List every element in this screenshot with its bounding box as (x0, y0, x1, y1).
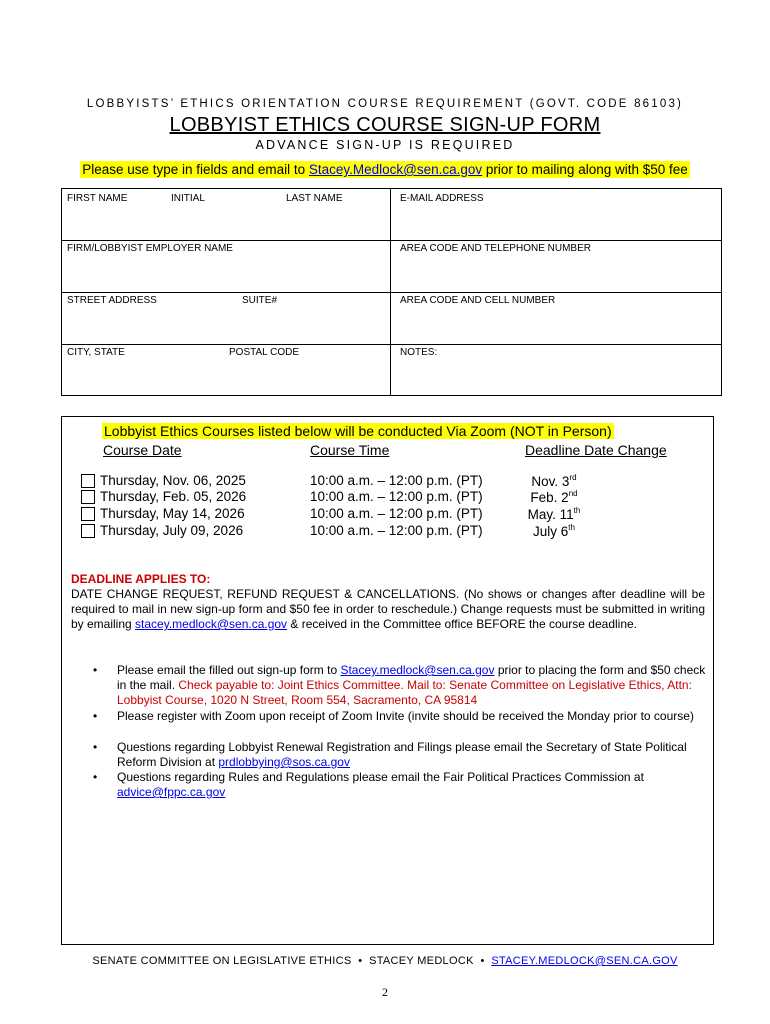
footer (0, 955, 770, 967)
course-time: 10:00 a.m. – 12:00 p.m. (PT) (310, 473, 483, 488)
city-state-field[interactable]: CITY, STATE (67, 347, 125, 358)
bullet-separator-icon: • (480, 955, 485, 967)
course-checkbox[interactable] (81, 524, 95, 538)
email-link[interactable]: prdlobbying@sos.ca.gov (218, 755, 350, 769)
first-name-field[interactable]: FIRST NAME (67, 193, 128, 204)
course-time: 10:00 a.m. – 12:00 p.m. (PT) (310, 506, 483, 521)
deadline-paragraph (71, 587, 705, 632)
form-divider (62, 240, 721, 241)
mailing-address: Check payable to: Joint Ethics Committee. Mail to: Senate Committee on Legislative Ethics, Attn: Lobbyist Course, 1020 N Street, Room 554, Sacramento, CA 95814 (117, 678, 692, 707)
instruction-line (0, 162, 770, 177)
bullet-separator-icon: • (358, 955, 363, 967)
contact-form (61, 188, 722, 396)
instruction-highlight (80, 161, 690, 178)
deadline-text: DATE CHANGE REQUEST, REFUND REQUEST & CANCELLATIONS. (No shows or changes after deadline will be required to mail in new sign-up form and $50 fee in order to reschedule.) Change requests must be submitted in writing by emailing (71, 587, 705, 631)
form-divider (62, 292, 721, 293)
form-title: LOBBYIST ETHICS COURSE SIGN-UP FORM (169, 114, 601, 136)
postal-code-field[interactable]: POSTAL CODE (229, 347, 300, 358)
notes-field[interactable]: NOTES: (400, 347, 438, 358)
bullet-icon: • (93, 663, 98, 677)
email-field[interactable]: E-MAIL ADDRESS (400, 193, 484, 204)
form-divider (62, 344, 721, 345)
course-time: 10:00 a.m. – 12:00 p.m. (PT) (310, 523, 483, 538)
course-date: Thursday, Nov. 06, 2025 (100, 473, 246, 488)
bullet-icon: • (93, 740, 98, 754)
telephone-field[interactable]: AREA CODE AND TELEPHONE NUMBER (400, 243, 591, 254)
col-header-course-date: Course Date (103, 442, 182, 458)
course-time: 10:00 a.m. – 12:00 p.m. (PT) (310, 489, 483, 504)
course-date: Thursday, July 09, 2026 (100, 523, 244, 538)
course-row (62, 489, 713, 506)
col-header-deadline: Deadline Date Change (525, 442, 667, 458)
street-address-field[interactable]: STREET ADDRESS (67, 295, 157, 306)
employer-field[interactable]: FIRM/LOBBYIST EMPLOYER NAME (67, 243, 233, 254)
course-deadline: May. 11th (527, 506, 581, 522)
course-deadline: July 6th (533, 523, 575, 539)
document-supertitle: LOBBYISTS’ ETHICS ORIENTATION COURSE REQUIREMENT (GOVT. CODE 86103) (86, 98, 684, 110)
course-row (62, 473, 713, 490)
zoom-notice: Lobbyist Ethics Courses listed below will be conducted Via Zoom (NOT in Person) (104, 423, 612, 439)
deadline-text-end: & received in the Committee office BEFORE the course deadline. (287, 617, 638, 631)
footer-name: STACEY MEDLOCK (369, 955, 474, 967)
col-header-course-time: Course Time (310, 442, 390, 458)
course-schedule-box: Lobbyist Ethics Courses listed below will be conducted Via Zoom (NOT in Person) Course Date Course Time Deadline Date Change Thursday, Nov. 06, 2025 10:00 a.m. – 12:00 p.m. (PT) Nov. 3rd Thursday, Feb. 05, 2026 10:00 a.m. – 12:00 p.m. (PT) Feb. 2nd Thursday, May 14, 2026 10:00 a.m. – 12:00 p.m. (PT) May. 11th Thursday, July 09, 2026 10:00 a.m. – 12:00 p.m. (PT) July 6th DEADLINE APPLIES TO: DATE CHANGE REQUEST, REFUND REQUEST & CANCELLATIONS. (No shows or changes after deadline will be required to mail in new sign-up form and $50 fee in order to reschedule.) Change requests must be submitted in writing by emailing stacey.medlock@sen.ca.gov & received in the Committee office BEFORE the course deadline. • Please email the filled out sign-up form to Stacey.medlock@sen.ca.gov prior to placing the form and $50 check in the mail. Check payable to: Joint Ethics Committee. Mail to: Senate Committee on Legislative Ethics, Attn: Lobbyist Course, 1020 N Street, Room 554, Sacramento, CA 95814 • Please register with Zoom upon receipt of Zoom Invite (invite should be received the Monday prior to course) • Questions regarding Lobbyist Renewal Registration and Filings please email the Secretary of State Political Reform Division at prdlobbying@sos.ca.gov • Questions regarding Rules and Regulations please email the Fair Political Practices Commission at advice@fppc.ca.gov (61, 416, 714, 945)
course-row (62, 523, 713, 540)
course-checkbox[interactable] (81, 490, 95, 504)
instruction-text: Please use type in fields and email to (82, 162, 309, 177)
course-deadline: Nov. 3rd (531, 473, 577, 489)
instruction-text-end: prior to mailing along with $50 fee (482, 162, 688, 177)
course-row (62, 506, 713, 523)
initial-field[interactable]: INITIAL (171, 193, 205, 204)
course-checkbox[interactable] (81, 507, 95, 521)
deadline-email-link[interactable]: stacey.medlock@sen.ca.gov (135, 617, 288, 631)
cell-number-field[interactable]: AREA CODE AND CELL NUMBER (400, 295, 556, 306)
bullet-icon: • (93, 709, 98, 723)
course-checkbox[interactable] (81, 474, 95, 488)
course-date: Thursday, Feb. 05, 2026 (100, 489, 247, 504)
deadline-heading: DEADLINE APPLIES TO: (71, 572, 211, 586)
form-subtitle: ADVANCE SIGN-UP IS REQUIRED (255, 138, 515, 152)
last-name-field[interactable]: LAST NAME (286, 193, 343, 204)
email-link[interactable]: Stacey.medlock@sen.ca.gov (340, 663, 495, 677)
page-number: 2 (382, 985, 388, 999)
instruction-email-link[interactable]: Stacey.Medlock@sen.ca.gov (308, 162, 483, 177)
footer-email-link[interactable]: STACEY.MEDLOCK@SEN.CA.GOV (491, 955, 678, 967)
email-link[interactable]: advice@fppc.ca.gov (117, 785, 226, 799)
bullet-icon: • (93, 770, 98, 784)
course-deadline: Feb. 2nd (530, 489, 578, 505)
footer-committee: SENATE COMMITTEE ON LEGISLATIVE ETHICS (92, 955, 352, 967)
course-date: Thursday, May 14, 2026 (100, 506, 245, 521)
suite-field[interactable]: SUITE# (242, 295, 278, 306)
